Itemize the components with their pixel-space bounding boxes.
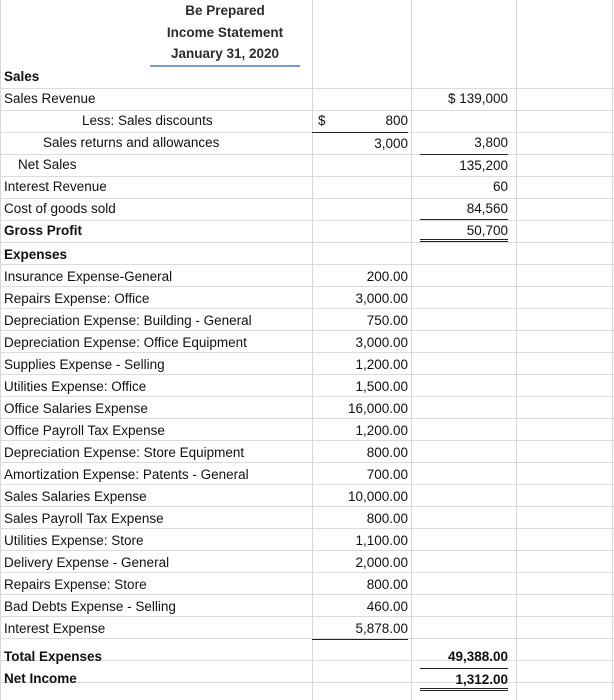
total-expenses-label: Total Expenses: [4, 649, 103, 664]
expense-amount: 750.00: [366, 313, 408, 328]
expense-amount: 10,000.00: [347, 489, 408, 504]
expense-row[interactable]: [0, 332, 614, 354]
expense-amount: 5,878.00: [312, 618, 408, 640]
expenses-heading-row: [0, 244, 614, 266]
expense-row[interactable]: [0, 354, 614, 376]
expense-amount: 3,000.00: [355, 291, 408, 306]
expense-label: Amortization Expense: Patents - General: [4, 467, 249, 482]
sales-discounts-amount: 800: [385, 113, 408, 128]
sales-discounts-row[interactable]: [0, 110, 614, 132]
interest-revenue-total: 60: [492, 179, 508, 194]
expenses-heading: Expenses: [4, 247, 68, 262]
sales-revenue-label: Sales Revenue: [4, 91, 96, 106]
expense-amount: 800.00: [366, 511, 408, 526]
expense-row[interactable]: [0, 596, 614, 618]
net-income-label: Net Income: [4, 671, 77, 686]
expense-amount: 1,200.00: [355, 423, 408, 438]
expense-label: Repairs Expense: Office: [4, 291, 150, 306]
sales-discounts-label: Less: Sales discounts: [82, 113, 213, 128]
expense-row[interactable]: [0, 398, 614, 420]
expense-label: Insurance Expense-General: [4, 269, 173, 284]
gross-profit-row[interactable]: [0, 220, 614, 242]
expense-row[interactable]: [0, 508, 614, 530]
expense-row[interactable]: [0, 420, 614, 442]
gross-profit-total: 50,700: [420, 220, 508, 242]
sales-returns-label: Sales returns and allowances: [43, 135, 220, 150]
expense-label: Utilities Expense: Store: [4, 533, 144, 548]
company-name: Be Prepared: [185, 3, 265, 18]
total-expenses-row[interactable]: [0, 646, 614, 668]
expense-row[interactable]: [0, 486, 614, 508]
expense-amount: 800.00: [366, 577, 408, 592]
sales-revenue-row[interactable]: [0, 88, 614, 110]
expense-amount: 800.00: [366, 445, 408, 460]
net-sales-total: 135,200: [420, 154, 508, 176]
expense-row[interactable]: [0, 442, 614, 464]
expense-amount: 200.00: [366, 269, 408, 284]
net-income-row[interactable]: [0, 668, 614, 690]
net-sales-label: Net Sales: [18, 157, 77, 172]
interest-revenue-label: Interest Revenue: [4, 179, 107, 194]
expense-label: Interest Expense: [4, 621, 106, 636]
expense-row[interactable]: [0, 530, 614, 552]
expense-amount: 1,200.00: [355, 357, 408, 372]
cogs-row[interactable]: [0, 198, 614, 220]
expense-label: Sales Payroll Tax Expense: [4, 511, 164, 526]
total-expenses-total: 49,388.00: [447, 649, 508, 664]
cogs-total: 84,560: [420, 198, 508, 220]
sales-returns-row[interactable]: [0, 132, 614, 154]
expense-row[interactable]: [0, 288, 614, 310]
expense-amount: 1,500.00: [355, 379, 408, 394]
expense-label: Bad Debts Expense - Selling: [4, 599, 176, 614]
expense-label: Utilities Expense: Office: [4, 379, 147, 394]
gross-profit-label: Gross Profit: [4, 223, 83, 238]
sales-heading: Sales: [4, 69, 40, 84]
sales-returns-amount: 3,000: [312, 132, 408, 154]
statement-title: Income Statement: [166, 25, 284, 40]
expense-amount: 700.00: [366, 467, 408, 482]
expense-label: Delivery Expense - General: [4, 555, 170, 570]
expense-label: Depreciation Expense: Building - General: [4, 313, 252, 328]
net-income-total: 1,312.00: [420, 668, 508, 691]
expense-label: Supplies Expense - Selling: [4, 357, 165, 372]
expense-label: Repairs Expense: Store: [4, 577, 147, 592]
statement-date: January 31, 2020: [150, 43, 300, 67]
currency-symbol: $: [318, 113, 326, 128]
interest-revenue-row[interactable]: [0, 176, 614, 198]
expense-amount: 2,000.00: [355, 555, 408, 570]
expense-row[interactable]: [0, 574, 614, 596]
expense-row[interactable]: [0, 266, 614, 288]
expense-amount: 3,000.00: [355, 335, 408, 350]
expense-row[interactable]: [0, 552, 614, 574]
sales-heading-row: [0, 66, 614, 88]
net-sales-row[interactable]: [0, 154, 614, 176]
expense-label: Depreciation Expense: Store Equipment: [4, 445, 245, 460]
grid-row-line: [0, 242, 614, 243]
expense-amount: 460.00: [366, 599, 408, 614]
sales-returns-total: 3,800: [474, 135, 508, 150]
expense-amount: 16,000.00: [347, 401, 408, 416]
expense-row[interactable]: [0, 310, 614, 332]
expense-amount: 1,100.00: [355, 533, 408, 548]
expense-row[interactable]: [0, 618, 614, 640]
expense-label: Office Salaries Expense: [4, 401, 148, 416]
sales-revenue-total: $ 139,000: [447, 91, 508, 106]
expense-row[interactable]: [0, 376, 614, 398]
expense-label: Sales Salaries Expense: [4, 489, 147, 504]
expense-row[interactable]: [0, 464, 614, 486]
cogs-label: Cost of goods sold: [4, 201, 116, 216]
expense-label: Office Payroll Tax Expense: [4, 423, 165, 438]
expense-label: Depreciation Expense: Office Equipment: [4, 335, 247, 350]
